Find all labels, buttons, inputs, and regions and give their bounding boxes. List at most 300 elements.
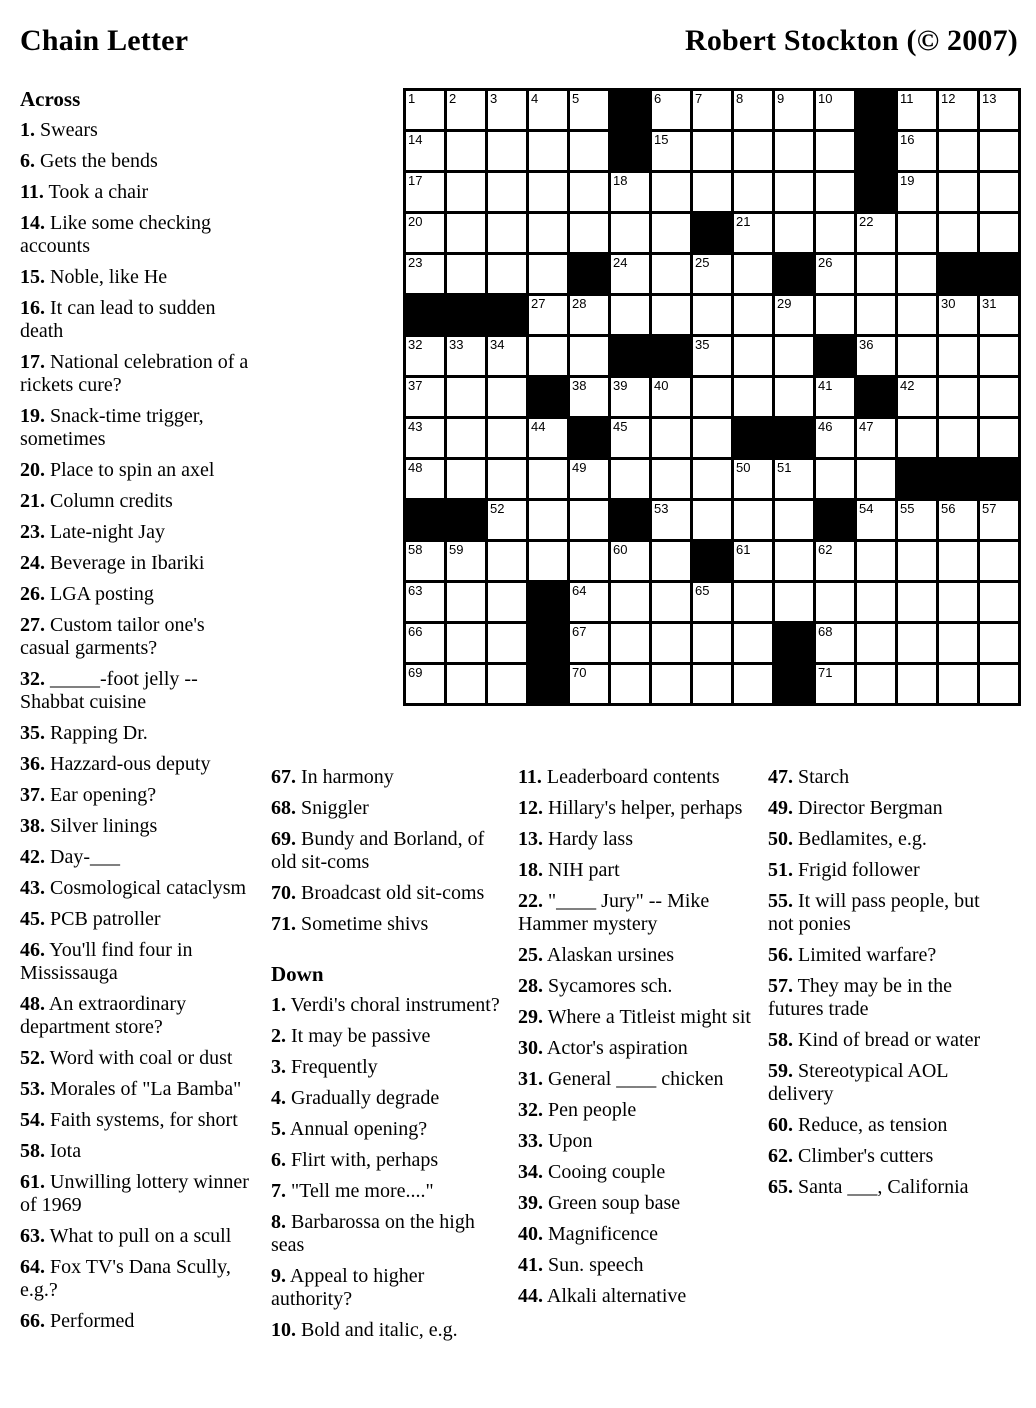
grid-cell-8-8[interactable]: [693, 378, 731, 416]
grid-cell-3-14[interactable]: [939, 173, 977, 211]
grid-cell-1-9[interactable]: [734, 91, 772, 129]
clue-down-18: 18. NIH part: [518, 859, 620, 881]
grid-cell-15-1[interactable]: [406, 665, 444, 703]
clue-down-59: 59. Stereotypical AOL delivery: [768, 1060, 948, 1105]
grid-cell-3-13[interactable]: [898, 173, 936, 211]
clue-number: 11.: [518, 766, 542, 788]
grid-cell-15-2[interactable]: [447, 665, 485, 703]
grid-cell-2-1[interactable]: [406, 132, 444, 170]
clue-number: 30.: [518, 1037, 543, 1059]
cell-number-18: 18: [613, 173, 628, 188]
grid-cell-13-1[interactable]: [406, 583, 444, 621]
grid-cell-5-8[interactable]: [693, 255, 731, 293]
grid-cell-2-3[interactable]: [488, 132, 526, 170]
grid-cell-8-6[interactable]: [611, 378, 649, 416]
grid-cell-4-4[interactable]: [529, 214, 567, 252]
grid-cell-15-5[interactable]: [570, 665, 608, 703]
grid-cell-12-12[interactable]: [857, 542, 895, 580]
grid-cell-2-2[interactable]: [447, 132, 485, 170]
grid-cell-5-2[interactable]: [447, 255, 485, 293]
clue-down-13: 13. Hardy lass: [518, 828, 633, 850]
clue-number: 11.: [20, 181, 44, 203]
grid-cell-1-4[interactable]: [529, 91, 567, 129]
grid-cell-9-6[interactable]: [611, 419, 649, 457]
grid-cell-3-11[interactable]: [816, 173, 854, 211]
clue-across-54: 54. Faith systems, for short: [20, 1109, 238, 1131]
grid-cell-5-12[interactable]: [857, 255, 895, 293]
grid-cell-2-4[interactable]: [529, 132, 567, 170]
grid-cell-11-3[interactable]: [488, 501, 526, 539]
grid-cell-1-2[interactable]: [447, 91, 485, 129]
clue-number: 71.: [271, 913, 296, 935]
grid-cell-8-14[interactable]: [939, 378, 977, 416]
clue-number: 3.: [271, 1056, 286, 1078]
puzzle-title: Chain Letter: [20, 24, 189, 57]
clue-down-58: 58. Kind of bread or water: [768, 1029, 981, 1051]
cell-number-19: 19: [900, 173, 915, 188]
grid-cell-14-6[interactable]: [611, 624, 649, 662]
clue-across-64: 64. Fox TV's Dana Scully, e.g.?: [20, 1256, 231, 1301]
cell-number-70: 70: [572, 665, 587, 680]
clue-across-71: 71. Sometime shivs: [271, 913, 429, 935]
grid-cell-12-9[interactable]: [734, 542, 772, 580]
clue-across-16: 16. It can lead to sudden death: [20, 297, 216, 342]
grid-cell-12-2[interactable]: [447, 542, 485, 580]
grid-cell-2-14[interactable]: [939, 132, 977, 170]
grid-cell-15-13[interactable]: [898, 665, 936, 703]
grid-cell-6-13[interactable]: [898, 296, 936, 334]
grid-cell-11-5[interactable]: [570, 501, 608, 539]
grid-cell-7-14[interactable]: [939, 337, 977, 375]
clue-down-9: 9. Appeal to higher authority?: [271, 1265, 425, 1310]
clue-number: 6.: [271, 1149, 286, 1171]
grid-cell-10-1[interactable]: [406, 460, 444, 498]
grid-cell-4-7[interactable]: [652, 214, 690, 252]
grid-cell-1-1[interactable]: [406, 91, 444, 129]
grid-cell-2-5[interactable]: [570, 132, 608, 170]
clue-number: 13.: [518, 828, 543, 850]
grid-cell-10-15: [980, 460, 1018, 498]
grid-cell-8-3[interactable]: [488, 378, 526, 416]
grid-cell-9-8[interactable]: [693, 419, 731, 457]
grid-cell-9-1[interactable]: [406, 419, 444, 457]
grid-cell-5-1[interactable]: [406, 255, 444, 293]
grid-cell-13-5[interactable]: [570, 583, 608, 621]
grid-cell-7-8[interactable]: [693, 337, 731, 375]
grid-cell-9-14[interactable]: [939, 419, 977, 457]
cell-number-57: 57: [982, 501, 997, 516]
grid-cell-7-7: [652, 337, 690, 375]
grid-cell-11-9[interactable]: [734, 501, 772, 539]
grid-cell-3-4[interactable]: [529, 173, 567, 211]
grid-cell-14-3[interactable]: [488, 624, 526, 662]
grid-cell-12-11[interactable]: [816, 542, 854, 580]
clue-number: 14.: [20, 212, 45, 234]
cell-number-16: 16: [900, 132, 915, 147]
grid-cell-7-2[interactable]: [447, 337, 485, 375]
grid-cell-15-6[interactable]: [611, 665, 649, 703]
grid-cell-15-12[interactable]: [857, 665, 895, 703]
grid-cell-8-10[interactable]: [775, 378, 813, 416]
grid-cell-13-13[interactable]: [898, 583, 936, 621]
grid-cell-4-5[interactable]: [570, 214, 608, 252]
grid-cell-10-3[interactable]: [488, 460, 526, 498]
grid-cell-8-11[interactable]: [816, 378, 854, 416]
grid-cell-14-7[interactable]: [652, 624, 690, 662]
clues-column-1: [20, 88, 258, 1341]
cell-number-6: 6: [654, 91, 662, 106]
grid-cell-14-13[interactable]: [898, 624, 936, 662]
grid-cell-10-7[interactable]: [652, 460, 690, 498]
grid-cell-7-4[interactable]: [529, 337, 567, 375]
grid-cell-3-10[interactable]: [775, 173, 813, 211]
clue-number: 7.: [271, 1180, 286, 1202]
grid-cell-11-10[interactable]: [775, 501, 813, 539]
clue-down-31: 31. General ____ chicken: [518, 1068, 724, 1090]
grid-cell-11-15[interactable]: [980, 501, 1018, 539]
clue-number: 49.: [768, 797, 793, 819]
grid-cell-10-4[interactable]: [529, 460, 567, 498]
grid-cell-9-12[interactable]: [857, 419, 895, 457]
puzzle-author: Robert Stockton (© 2007): [684, 24, 1018, 57]
cell-number-2: 2: [449, 91, 457, 106]
grid-cell-6-15[interactable]: [980, 296, 1018, 334]
grid-cell-3-5[interactable]: [570, 173, 608, 211]
cell-number-5: 5: [572, 91, 580, 106]
clue-across-14: 14. Like some checking accounts: [20, 212, 212, 257]
clue-down-57: 57. They may be in the futures trade: [768, 975, 953, 1020]
grid-cell-15-14[interactable]: [939, 665, 977, 703]
grid-cell-9-3[interactable]: [488, 419, 526, 457]
grid-cell-13-8[interactable]: [693, 583, 731, 621]
clue-number: 32.: [20, 668, 45, 690]
grid-cell-15-7[interactable]: [652, 665, 690, 703]
grid-cell-3-7[interactable]: [652, 173, 690, 211]
clue-number: 1.: [20, 119, 35, 141]
grid-cell-5-14: [939, 255, 977, 293]
cell-number-8: 8: [736, 91, 744, 106]
clue-number: 21.: [20, 490, 45, 512]
grid-cell-8-5[interactable]: [570, 378, 608, 416]
grid-cell-3-15[interactable]: [980, 173, 1018, 211]
grid-cell-9-11[interactable]: [816, 419, 854, 457]
cell-number-24: 24: [613, 255, 628, 270]
grid-cell-4-12[interactable]: [857, 214, 895, 252]
grid-cell-6-11[interactable]: [816, 296, 854, 334]
clue-number: 15.: [20, 266, 45, 288]
grid-cell-14-2[interactable]: [447, 624, 485, 662]
grid-cell-6-14[interactable]: [939, 296, 977, 334]
grid-cell-5-9[interactable]: [734, 255, 772, 293]
grid-cell-8-9[interactable]: [734, 378, 772, 416]
clue-down-33: 33. Upon: [518, 1130, 593, 1152]
grid-cell-5-4[interactable]: [529, 255, 567, 293]
grid-cell-8-13[interactable]: [898, 378, 936, 416]
clue-down-12: 12. Hillary's helper, perhaps: [518, 797, 743, 819]
grid-cell-6-7[interactable]: [652, 296, 690, 334]
grid-cell-12-7[interactable]: [652, 542, 690, 580]
grid-cell-10-11[interactable]: [816, 460, 854, 498]
cell-number-60: 60: [613, 542, 628, 557]
clue-down-51: 51. Frigid follower: [768, 859, 920, 881]
grid-cell-2-11[interactable]: [816, 132, 854, 170]
grid-cell-15-15[interactable]: [980, 665, 1018, 703]
clue-across-32: 32. _____-foot jelly -- Shabbat cuisine: [20, 668, 198, 713]
grid-cell-1-13[interactable]: [898, 91, 936, 129]
clue-number: 20.: [20, 459, 45, 481]
grid-cell-10-2[interactable]: [447, 460, 485, 498]
grid-cell-12-3[interactable]: [488, 542, 526, 580]
clue-down-30: 30. Actor's aspiration: [518, 1037, 688, 1059]
clue-down-47: 47. Starch: [768, 766, 850, 788]
grid-cell-13-9[interactable]: [734, 583, 772, 621]
grid-cell-13-3[interactable]: [488, 583, 526, 621]
clue-down-39: 39. Green soup base: [518, 1192, 681, 1214]
grid-cell-13-6[interactable]: [611, 583, 649, 621]
clue-across-19: 19. Snack-time trigger, sometimes: [20, 405, 204, 450]
grid-cell-13-2[interactable]: [447, 583, 485, 621]
clue-across-43: 43. Cosmological cataclysm: [20, 877, 247, 899]
grid-cell-1-15[interactable]: [980, 91, 1018, 129]
grid-cell-1-14[interactable]: [939, 91, 977, 129]
grid-cell-1-7[interactable]: [652, 91, 690, 129]
grid-cell-3-1[interactable]: [406, 173, 444, 211]
grid-cell-6-6[interactable]: [611, 296, 649, 334]
grid-cell-3-6[interactable]: [611, 173, 649, 211]
grid-cell-1-10[interactable]: [775, 91, 813, 129]
grid-cell-6-9[interactable]: [734, 296, 772, 334]
grid-cell-7-1[interactable]: [406, 337, 444, 375]
clue-number: 50.: [768, 828, 793, 850]
clue-across-27: 27. Custom tailor one's casual garments?: [20, 614, 205, 659]
clue-number: 40.: [518, 1223, 543, 1245]
cell-number-7: 7: [695, 91, 703, 106]
grid-cell-1-5[interactable]: [570, 91, 608, 129]
grid-cell-11-1: [406, 501, 444, 539]
grid-cell-15-11[interactable]: [816, 665, 854, 703]
grid-cell-9-7[interactable]: [652, 419, 690, 457]
clue-down-32: 32. Pen people: [518, 1099, 637, 1121]
clue-number: 47.: [768, 766, 793, 788]
clue-number: 31.: [518, 1068, 543, 1090]
clue-across-46: 46. You'll find four in Mississauga: [20, 939, 193, 984]
grid-cell-7-13[interactable]: [898, 337, 936, 375]
grid-cell-2-15[interactable]: [980, 132, 1018, 170]
clue-down-4: 4. Gradually degrade: [271, 1087, 440, 1109]
cell-number-9: 9: [777, 91, 785, 106]
grid-cell-6-8[interactable]: [693, 296, 731, 334]
grid-cell-6-12[interactable]: [857, 296, 895, 334]
grid-cell-15-3[interactable]: [488, 665, 526, 703]
grid-cell-3-9[interactable]: [734, 173, 772, 211]
grid-cell-1-3[interactable]: [488, 91, 526, 129]
grid-cell-2-9[interactable]: [734, 132, 772, 170]
clue-number: 44.: [518, 1285, 543, 1307]
grid-cell-7-10[interactable]: [775, 337, 813, 375]
grid-cell-14-12[interactable]: [857, 624, 895, 662]
grid-cell-12-15[interactable]: [980, 542, 1018, 580]
grid-cell-10-9[interactable]: [734, 460, 772, 498]
cell-number-26: 26: [818, 255, 833, 270]
grid-cell-7-9[interactable]: [734, 337, 772, 375]
grid-cell-1-11[interactable]: [816, 91, 854, 129]
grid-cell-4-9[interactable]: [734, 214, 772, 252]
grid-cell-9-4[interactable]: [529, 419, 567, 457]
grid-cell-13-14[interactable]: [939, 583, 977, 621]
grid-cell-11-8[interactable]: [693, 501, 731, 539]
grid-cell-7-5[interactable]: [570, 337, 608, 375]
grid-cell-5-11[interactable]: [816, 255, 854, 293]
grid-cell-4-6[interactable]: [611, 214, 649, 252]
clue-across-36: 36. Hazzard-ous deputy: [20, 753, 211, 775]
grid-cell-10-13: [898, 460, 936, 498]
grid-cell-9-2[interactable]: [447, 419, 485, 457]
grid-cell-7-11: [816, 337, 854, 375]
cell-number-33: 33: [449, 337, 464, 352]
clue-number: 8.: [271, 1211, 286, 1233]
grid-cell-5-3[interactable]: [488, 255, 526, 293]
clue-number: 34.: [518, 1161, 543, 1183]
cell-number-44: 44: [531, 419, 546, 434]
cell-number-61: 61: [736, 542, 751, 557]
grid-cell-5-15: [980, 255, 1018, 293]
grid-cell-10-10[interactable]: [775, 460, 813, 498]
grid-cell-11-13[interactable]: [898, 501, 936, 539]
clue-across-52: 52. Word with coal or dust: [20, 1047, 233, 1069]
grid-cell-14-9[interactable]: [734, 624, 772, 662]
grid-cell-4-3[interactable]: [488, 214, 526, 252]
grid-cell-12-6[interactable]: [611, 542, 649, 580]
clue-across-66: 66. Performed: [20, 1310, 135, 1332]
grid-cell-11-14[interactable]: [939, 501, 977, 539]
grid-cell-4-10[interactable]: [775, 214, 813, 252]
grid-cell-9-15[interactable]: [980, 419, 1018, 457]
grid-cell-10-12[interactable]: [857, 460, 895, 498]
grid-cell-2-7[interactable]: [652, 132, 690, 170]
grid-cell-8-2[interactable]: [447, 378, 485, 416]
clue-number: 57.: [768, 975, 793, 997]
grid-cell-12-5[interactable]: [570, 542, 608, 580]
clue-number: 22.: [518, 890, 543, 912]
grid-cell-14-8[interactable]: [693, 624, 731, 662]
grid-cell-4-15[interactable]: [980, 214, 1018, 252]
cell-number-20: 20: [408, 214, 423, 229]
clue-across-38: 38. Silver linings: [20, 815, 158, 837]
clue-block-across-1: [20, 119, 258, 1333]
grid-cell-13-10[interactable]: [775, 583, 813, 621]
grid-cell-9-13[interactable]: [898, 419, 936, 457]
grid-cell-7-15[interactable]: [980, 337, 1018, 375]
grid-cell-8-1[interactable]: [406, 378, 444, 416]
grid-cell-14-14[interactable]: [939, 624, 977, 662]
grid-cell-5-13[interactable]: [898, 255, 936, 293]
grid-cell-15-8[interactable]: [693, 665, 731, 703]
cell-number-71: 71: [818, 665, 833, 680]
grid-cell-6-10[interactable]: [775, 296, 813, 334]
grid-cell-11-12[interactable]: [857, 501, 895, 539]
grid-cell-5-7[interactable]: [652, 255, 690, 293]
clue-number: 26.: [20, 583, 45, 605]
grid-cell-2-10[interactable]: [775, 132, 813, 170]
grid-cell-10-5[interactable]: [570, 460, 608, 498]
grid-cell-5-6[interactable]: [611, 255, 649, 293]
clue-number: 51.: [768, 859, 793, 881]
cell-number-22: 22: [859, 214, 874, 229]
grid-cell-3-12: [857, 173, 895, 211]
grid-cell-3-8[interactable]: [693, 173, 731, 211]
grid-cell-14-10: [775, 624, 813, 662]
grid-cell-4-1[interactable]: [406, 214, 444, 252]
grid-cell-8-15[interactable]: [980, 378, 1018, 416]
grid-cell-14-5[interactable]: [570, 624, 608, 662]
grid-cell-11-4[interactable]: [529, 501, 567, 539]
grid-cell-12-13[interactable]: [898, 542, 936, 580]
clue-number: 68.: [271, 797, 296, 819]
grid-cell-11-7[interactable]: [652, 501, 690, 539]
clue-across-67: 67. In harmony: [271, 766, 394, 788]
grid-cell-12-4[interactable]: [529, 542, 567, 580]
grid-cell-10-6[interactable]: [611, 460, 649, 498]
grid-cell-14-11[interactable]: [816, 624, 854, 662]
clue-number: 9.: [271, 1265, 286, 1287]
grid-cell-12-1[interactable]: [406, 542, 444, 580]
clue-across-35: 35. Rapping Dr.: [20, 722, 148, 744]
grid-cell-7-6: [611, 337, 649, 375]
grid-cell-3-3[interactable]: [488, 173, 526, 211]
grid-cell-6-1: [406, 296, 444, 334]
grid-cell-7-3[interactable]: [488, 337, 526, 375]
cell-number-41: 41: [818, 378, 833, 393]
grid-cell-2-13[interactable]: [898, 132, 936, 170]
grid-cell-6-2: [447, 296, 485, 334]
clue-across-53: 53. Morales of "La Bamba": [20, 1078, 242, 1100]
grid-cell-6-4[interactable]: [529, 296, 567, 334]
grid-cell-8-7[interactable]: [652, 378, 690, 416]
grid-cell-2-8[interactable]: [693, 132, 731, 170]
grid-cell-12-10[interactable]: [775, 542, 813, 580]
grid-cell-7-12[interactable]: [857, 337, 895, 375]
clue-number: 41.: [518, 1254, 543, 1276]
clue-number: 16.: [20, 297, 45, 319]
clue-block-down-3: [768, 766, 1010, 1199]
grid-cell-15-4: [529, 665, 567, 703]
grid-cell-9-9: [734, 419, 772, 457]
cell-number-54: 54: [859, 501, 874, 516]
grid-cell-14-15[interactable]: [980, 624, 1018, 662]
clue-number: 39.: [518, 1192, 543, 1214]
grid-cell-14-1[interactable]: [406, 624, 444, 662]
grid-cell-13-11[interactable]: [816, 583, 854, 621]
grid-cell-10-8[interactable]: [693, 460, 731, 498]
grid-cell-4-14[interactable]: [939, 214, 977, 252]
grid-cell-13-15[interactable]: [980, 583, 1018, 621]
grid-cell-13-7[interactable]: [652, 583, 690, 621]
grid-cell-8-12: [857, 378, 895, 416]
grid-cell-4-2[interactable]: [447, 214, 485, 252]
grid-cell-13-12[interactable]: [857, 583, 895, 621]
grid-cell-3-2[interactable]: [447, 173, 485, 211]
cell-number-31: 31: [982, 296, 997, 311]
grid-cell-15-9[interactable]: [734, 665, 772, 703]
grid-cell-6-5[interactable]: [570, 296, 608, 334]
grid-cell-4-11[interactable]: [816, 214, 854, 252]
grid-cell-12-14[interactable]: [939, 542, 977, 580]
cell-number-51: 51: [777, 460, 792, 475]
grid-cell-1-8[interactable]: [693, 91, 731, 129]
grid-cell-4-13[interactable]: [898, 214, 936, 252]
grid-cell-9-10: [775, 419, 813, 457]
clue-number: 63.: [20, 1225, 45, 1247]
